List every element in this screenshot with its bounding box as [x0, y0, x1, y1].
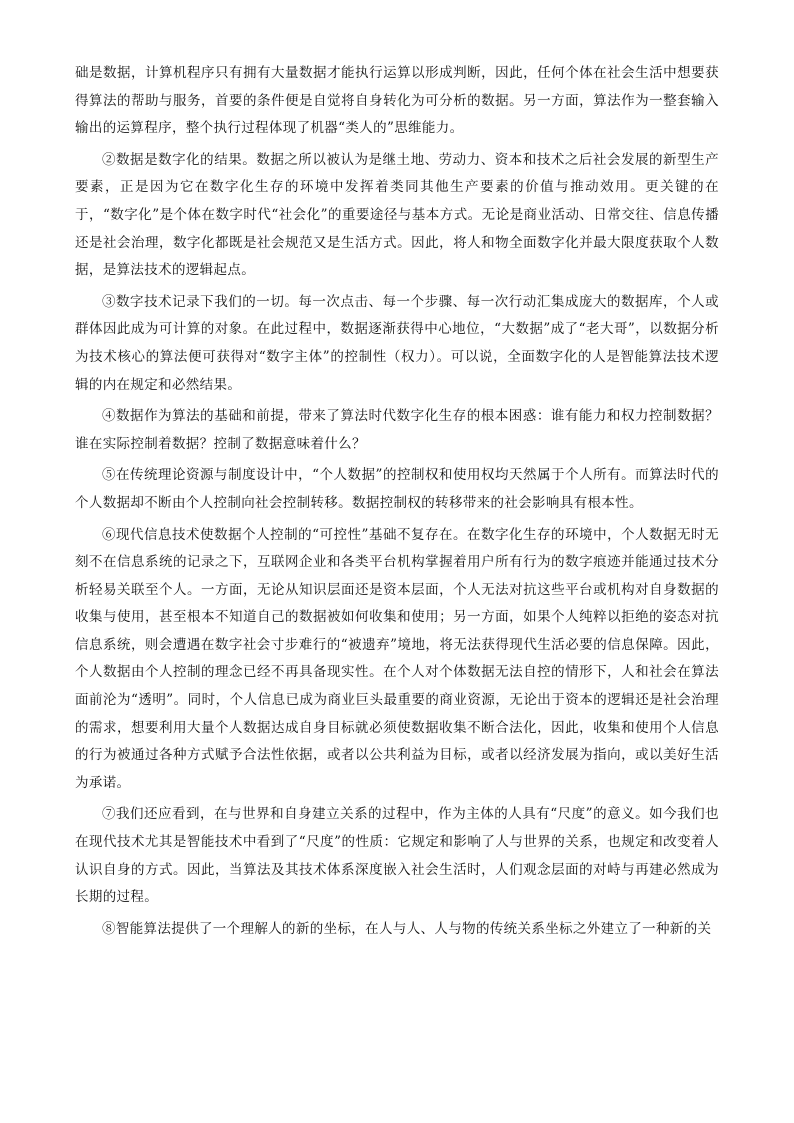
paragraph-6: ⑥现代信息技术使数据个人控制的“可控性”基础不复存在。在数字化生存的环境中，个人数据无时无刻不在信息系统的记录之下，互联网企业和各类平台机构掌握着用户所有行为的数字痕迹并能通过技术分析轻易关联至个人。一方面，无论从知识层面还是资本层面，个人无法对抗这些平台或机构对自身数据的收集与使用，甚至根本不知道自己的数据被如何收集和使用；另一方面，如果个人纯粹以拒绝的姿态对抗信息系统，则会遭遇在数字社会寸步难行的“被遗弃”境地，将无法获得现代生活必要的信息保障。因此，个人数据由个人控制的理念已经不再具备现实性。在个人对个体数据无法自控的情形下，人和社会在算法面前沦为“透明”。同时，个人信息已成为商业巨头最重要的商业资源，无论出于资本的逻辑还是社会治理的需求，想要利用大量个人数据达成自身目标就必须使数据收集不断合法化，因此，收集和使用个人信息的行为被通过各种方式赋予合法性依据，或者以公共利益为目标，或者以经济发展为指向，或以美好生活为承诺。 — [75, 526, 719, 791]
paragraph-5: ⑤在传统理论资源与制度设计中，“个人数据”的控制权和使用权均天然属于个人所有。而算法时代的个人数据却不断由个人控制向社会控制转移。数据控制权的转移带来的社会影响具有根本性。 — [75, 467, 719, 511]
paragraph-continuation: 础是数据，计算机程序只有拥有大量数据才能执行运算以形成判断，因此，任何个体在社会生活中想要获得算法的帮助与服务，首要的条件便是自觉将自身转化为可分析的数据。另一方面，算法作为一整套输入输出的运算程序，整个执行过程体现了机器“类人的”思维能力。 — [75, 65, 719, 137]
paragraph-3: ③数字技术记录下我们的一切。每一次点击、每一个步骤、每一次行动汇集成庞大的数据库，个人或群体因此成为可计算的对象。在此过程中，数据逐渐获得中心地位，“大数据”成了“老大哥”，以数据分析为技术核心的算法便可获得对“数字主体”的控制性（权力）。可以说，全面数字化的人是智能算法技术逻辑的内在规定和必然结果。 — [75, 293, 719, 393]
document-page — [75, 60, 719, 947]
paragraph-7: ⑦我们还应看到，在与世界和自身建立关系的过程中，作为主体的人具有“尺度”的意义。如今我们也在现代技术尤其是智能技术中看到了“尺度”的性质：它规定和影响了人与世界的关系，也规定和改变着人认识自身的方式。因此，当算法及其技术体系深度嵌入社会生活时，人们观念层面的对峙与再建必然成为长期的过程。 — [75, 806, 719, 906]
paragraph-2: ②数据是数字化的结果。数据之所以被认为是继土地、劳动力、资本和技术之后社会发展的新型生产要素，正是因为它在数字化生存的环境中发挥着类同其他生产要素的价值与推动效用。更关键的在于，“数字化”是个体在数字时代“社会化”的重要途径与基本方式。无论是商业活动、日常交往、信息传播还是社会治理，数字化都既是社会规范又是生活方式。因此，将人和物全面数字化并最大限度获取个人数据，是算法技术的逻辑起点。 — [75, 151, 719, 279]
paragraph-8: ⑧智能算法提供了一个理解人的新的坐标，在人与人、人与物的传统关系坐标之外建立了一种新的关 — [102, 920, 712, 937]
paragraph-4: ④数据作为算法的基础和前提，带来了算法时代数字化生存的根本困惑：谁有能力和权力控制数据？谁在实际控制着数据？控制了数据意味着什么？ — [75, 408, 719, 452]
